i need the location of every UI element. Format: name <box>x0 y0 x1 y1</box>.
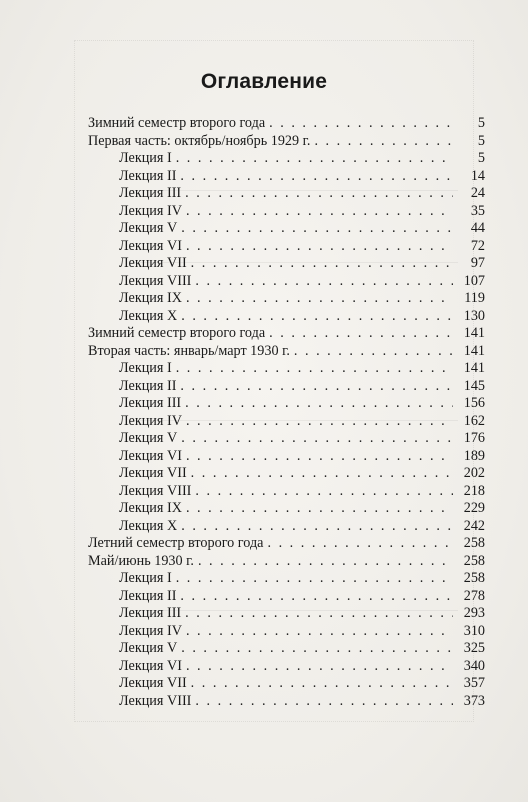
toc-lecture-entry <box>88 273 485 291</box>
toc-lecture-entry <box>88 255 485 273</box>
toc-lecture-entry <box>88 203 485 221</box>
toc-entry-label: Первая часть: октябрь/ноябрь 1929 г. <box>88 132 311 149</box>
toc-entry-label: Лекция VIII <box>119 482 192 499</box>
toc-entry-label: Зимний семестр второго года <box>88 115 266 131</box>
dot-leader <box>180 588 453 606</box>
toc-lecture-entry <box>88 378 485 396</box>
dot-leader <box>176 360 453 378</box>
toc-lecture-entry <box>88 220 485 238</box>
toc-page-number: 310 <box>463 622 485 639</box>
toc-page-number: 141 <box>463 325 485 341</box>
toc-entry-label: Лекция IV <box>119 202 182 219</box>
dot-leader <box>181 518 453 536</box>
toc-section-entry <box>88 133 485 151</box>
toc-page-number: 97 <box>470 255 485 271</box>
toc-page-number: 119 <box>464 290 485 306</box>
dot-leader <box>186 623 453 641</box>
toc-lecture-entry <box>88 693 485 711</box>
dot-leader <box>185 605 453 623</box>
toc-entry-label: Лекция VI <box>119 447 182 464</box>
dot-leader <box>195 273 453 291</box>
toc-page-number: 24 <box>470 185 485 201</box>
toc-entry-label: Лекция III <box>119 395 182 411</box>
toc-entry-label: Май/июнь 1930 г. <box>88 552 194 569</box>
page-title: Оглавление <box>200 70 328 93</box>
dot-leader <box>191 255 453 273</box>
dot-leader <box>181 308 453 326</box>
toc-lecture-entry <box>88 605 485 623</box>
toc-lecture-entry <box>88 675 485 693</box>
dot-leader <box>314 133 453 151</box>
toc-page-number: 107 <box>463 272 485 289</box>
toc-entry-label: Лекция V <box>119 430 178 446</box>
toc-entry-label: Лекция II <box>119 167 177 184</box>
toc-page-number: 258 <box>463 535 485 551</box>
toc-lecture-entry <box>88 360 485 378</box>
toc-section-entry <box>88 553 485 571</box>
toc-entry-label: Лекция III <box>119 605 182 621</box>
toc-entry-label: Лекция X <box>119 517 178 534</box>
toc-page-number: 162 <box>463 412 485 429</box>
dot-leader <box>269 115 453 133</box>
toc-lecture-entry <box>88 448 485 466</box>
toc-page-number: 278 <box>463 587 485 604</box>
toc-page-number: 189 <box>463 447 485 464</box>
dot-leader <box>185 395 453 413</box>
toc-lecture-entry <box>88 150 485 168</box>
dot-leader <box>176 570 453 588</box>
toc-lecture-entry <box>88 640 485 658</box>
dot-leader <box>186 413 453 431</box>
dot-leader <box>195 693 453 711</box>
dot-leader <box>186 238 453 256</box>
toc-section-entry <box>88 343 485 361</box>
toc-page-number: 141 <box>463 360 485 376</box>
toc-entry-label: Лекция IV <box>119 412 182 429</box>
toc-entry-label: Лекция X <box>119 307 178 324</box>
dot-leader <box>186 658 453 676</box>
dot-leader <box>185 185 453 203</box>
toc-entry-label: Лекция V <box>119 220 178 236</box>
toc-entry-label: Лекция I <box>119 360 172 376</box>
toc-entry-label: Лекция VII <box>119 255 187 271</box>
dot-leader <box>198 553 453 571</box>
toc-page-number: 14 <box>470 167 485 184</box>
toc-page-number: 72 <box>470 237 485 254</box>
toc-entry-label: Лекция IV <box>119 622 182 639</box>
toc-lecture-entry <box>88 623 485 641</box>
toc-entry-label: Лекция III <box>119 185 182 201</box>
dot-leader <box>195 483 453 501</box>
dot-leader <box>186 290 453 308</box>
toc-page-number: 5 <box>477 132 485 149</box>
toc-page-number: 258 <box>463 552 485 569</box>
toc-page-number: 340 <box>463 657 485 674</box>
toc-page-number: 325 <box>463 640 485 656</box>
toc-lecture-entry <box>88 308 485 326</box>
toc-lecture-entry <box>88 185 485 203</box>
toc-page-number: 202 <box>463 465 485 481</box>
toc-lecture-entry <box>88 518 485 536</box>
toc-page-number: 229 <box>463 500 485 516</box>
toc-page-number: 258 <box>463 570 485 586</box>
dot-leader <box>294 343 453 361</box>
toc-lecture-entry <box>88 500 485 518</box>
toc-page-number: 218 <box>463 482 485 499</box>
toc-lecture-entry <box>88 413 485 431</box>
dot-leader <box>191 675 453 693</box>
dot-leader <box>269 325 453 343</box>
toc-lecture-entry <box>88 588 485 606</box>
toc-entry-label: Лекция VIII <box>119 692 192 709</box>
toc-lecture-entry <box>88 570 485 588</box>
toc-lecture-entry <box>88 238 485 256</box>
toc-entry-label: Лекция I <box>119 150 172 166</box>
toc-page-number: 176 <box>463 430 485 446</box>
toc-page-number: 242 <box>463 517 485 534</box>
toc-section-entry <box>88 325 485 343</box>
dot-leader <box>181 220 453 238</box>
toc-page-number: 141 <box>463 342 485 359</box>
toc-lecture-entry <box>88 483 485 501</box>
toc-page-number: 357 <box>463 675 485 691</box>
toc-page-number: 130 <box>463 307 485 324</box>
dot-leader <box>186 500 453 518</box>
toc-lecture-entry <box>88 430 485 448</box>
toc-page-number: 145 <box>463 377 485 394</box>
toc-entry-label: Зимний семестр второго года <box>88 325 266 341</box>
table-of-contents <box>88 115 485 710</box>
toc-page-number: 156 <box>463 395 485 411</box>
toc-page-number: 5 <box>477 115 485 131</box>
toc-entry-label: Лекция VI <box>119 657 182 674</box>
dot-leader <box>181 430 453 448</box>
toc-entry-label: Лекция I <box>119 570 172 586</box>
dot-leader <box>186 448 453 466</box>
dot-leader <box>181 640 453 658</box>
dot-leader <box>180 168 453 186</box>
toc-lecture-entry <box>88 290 485 308</box>
toc-entry-label: Лекция VII <box>119 465 187 481</box>
dot-leader <box>176 150 453 168</box>
dot-leader <box>186 203 453 221</box>
toc-page-number: 35 <box>470 202 485 219</box>
toc-entry-label: Лекция II <box>119 377 177 394</box>
toc-entry-label: Лекция VII <box>119 675 187 691</box>
toc-entry-label: Летний семестр второго года <box>88 535 264 551</box>
toc-section-entry <box>88 115 485 133</box>
toc-page-number: 5 <box>477 150 485 166</box>
toc-lecture-entry <box>88 395 485 413</box>
toc-entry-label: Лекция IX <box>119 290 182 306</box>
toc-entry-label: Лекция VIII <box>119 272 192 289</box>
toc-entry-label: Лекция II <box>119 587 177 604</box>
toc-page-number: 44 <box>470 220 485 236</box>
toc-entry-label: Лекция VI <box>119 237 182 254</box>
dot-leader <box>267 535 453 553</box>
toc-entry-label: Вторая часть: январь/март 1930 г. <box>88 342 290 359</box>
toc-lecture-entry <box>88 658 485 676</box>
dot-leader <box>191 465 453 483</box>
toc-lecture-entry <box>88 465 485 483</box>
dot-leader <box>180 378 453 396</box>
toc-page-number: 293 <box>463 605 485 621</box>
toc-entry-label: Лекция V <box>119 640 178 656</box>
toc-section-entry <box>88 535 485 553</box>
toc-entry-label: Лекция IX <box>119 500 182 516</box>
toc-lecture-entry <box>88 168 485 186</box>
toc-page-number: 373 <box>463 692 485 709</box>
